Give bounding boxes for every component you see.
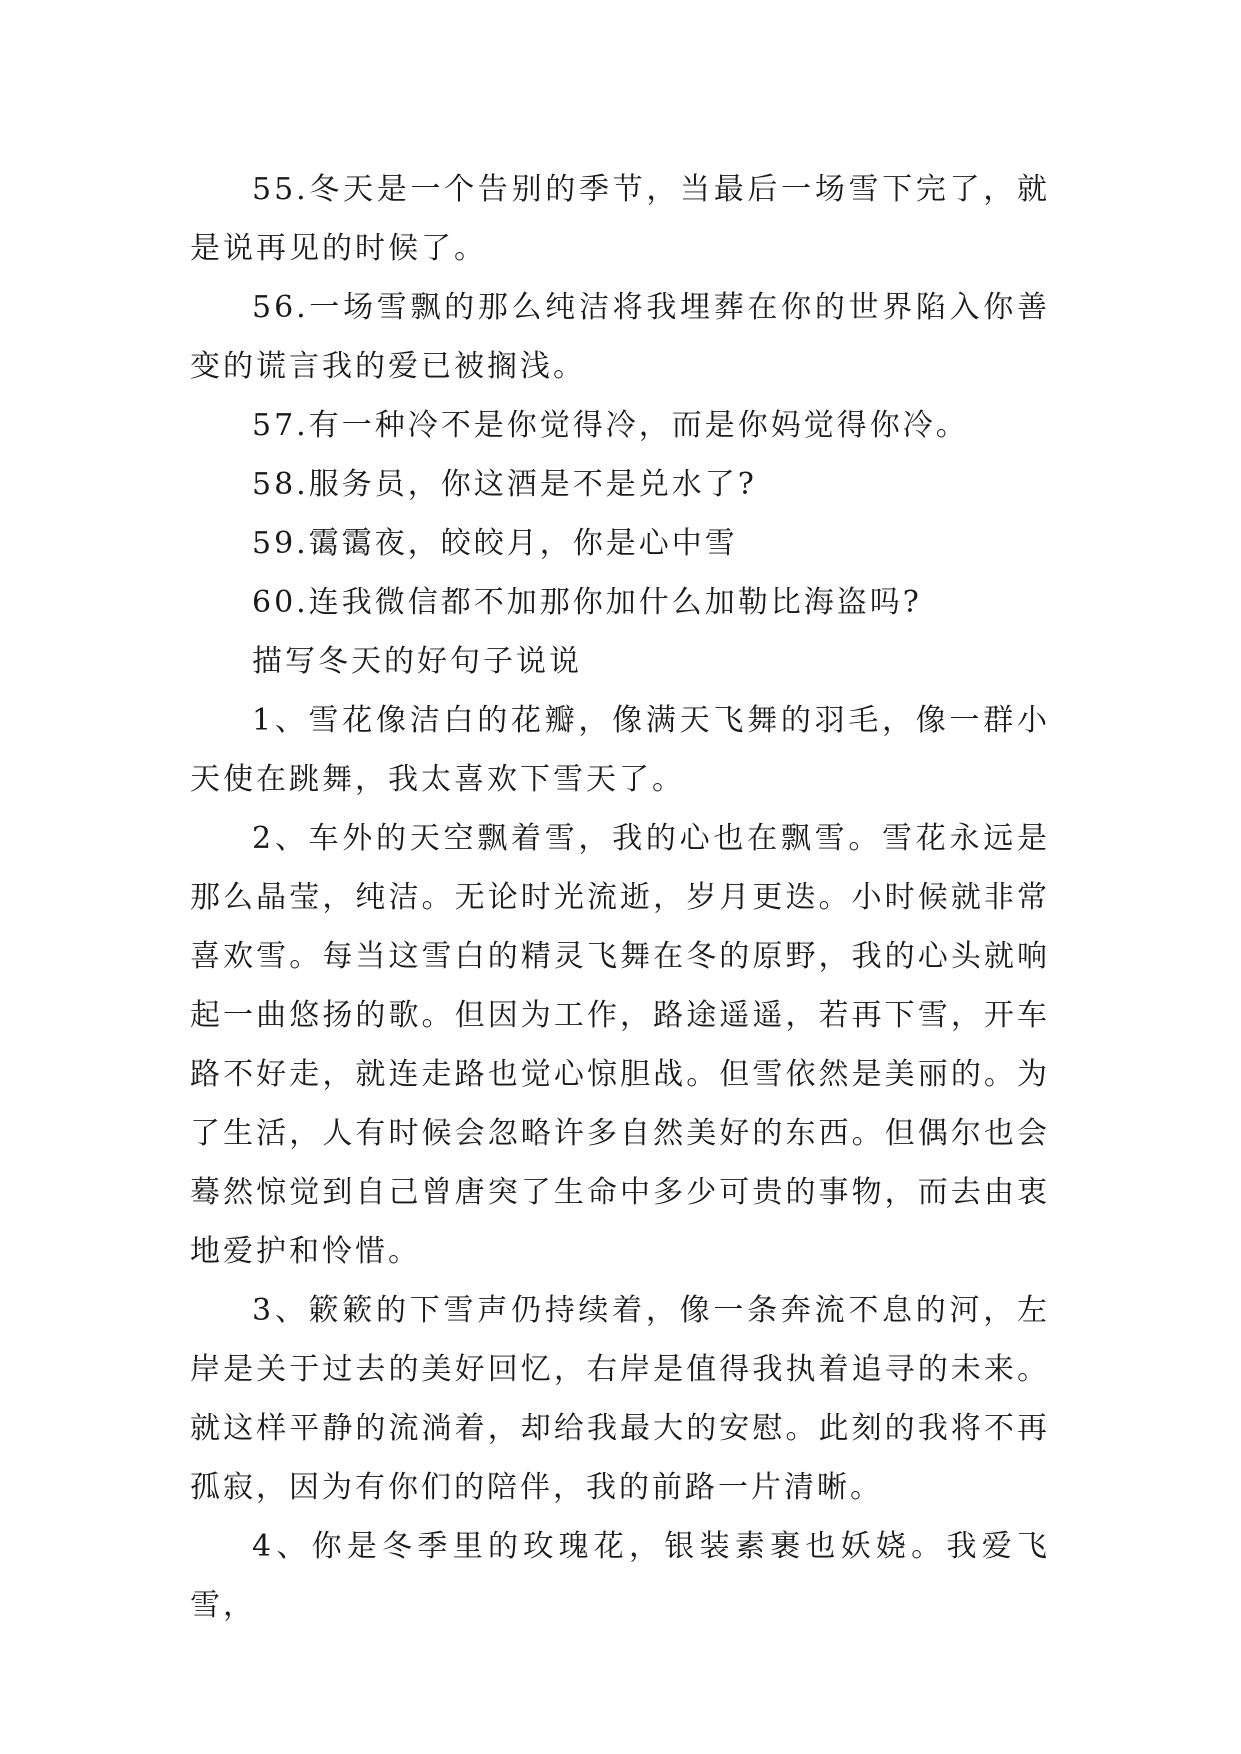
paragraph-4: 4、你是冬季里的玫瑰花，银装素裹也妖娆。我爱飞雪， xyxy=(190,1529,1050,1623)
paragraph-55: 55.冬天是一个告别的季节，当最后一场雪下完了，就是说再见的时候了。 xyxy=(190,172,1050,266)
paragraph-2: 2、车外的天空飘着雪，我的心也在飘雪。雪花永远是那么晶莹，纯洁。无论时光流逝，岁月更迭。小时候就非常喜欢雪。每当这雪白的精灵飞舞在冬的原野，我的心头就响起一曲悠扬的歌。但因为工作，路途遥遥，若再下雪，开车路不好走，就连走路也觉心惊胆战。但雪依然是美丽的。为了生活，人有时候会忽略许多自然美好的东西。但偶尔也会蓦然惊觉到自己曾唐突了生命中多少可贵的事物，而去由衷地爱护和怜惜。 xyxy=(190,821,1050,1269)
paragraph-59: 59.霭霭夜，皎皎月，你是心中雪 xyxy=(252,526,738,561)
paragraph-56: 56.一场雪飘的那么纯洁将我埋葬在你的世界陷入你善变的谎言我的爱已被搁浅。 xyxy=(190,290,1050,384)
paragraph-1: 1、雪花像洁白的花瓣，像满天飞舞的羽毛，像一群小天使在跳舞，我太喜欢下雪天了。 xyxy=(190,703,1050,797)
paragraph-3: 3、簌簌的下雪声仍持续着，像一条奔流不息的河，左岸是关于过去的美好回忆，右岸是值得我执着追寻的未来。就这样平静的流淌着，却给我最大的安慰。此刻的我将不再孤寂，因为有你们的陪伴，我的前路一片清晰。 xyxy=(190,1293,1050,1505)
paragraph-58: 58.服务员，你这酒是不是兑水了? xyxy=(252,467,757,502)
paragraph-57: 57.有一种冷不是你觉得冷，而是你妈觉得你冷。 xyxy=(252,408,969,443)
section-heading: 描写冬天的好句子说说 xyxy=(252,644,582,679)
document-page xyxy=(190,160,1050,1635)
paragraph-60: 60.连我微信都不加那你加什么加勒比海盗吗? xyxy=(252,585,922,620)
